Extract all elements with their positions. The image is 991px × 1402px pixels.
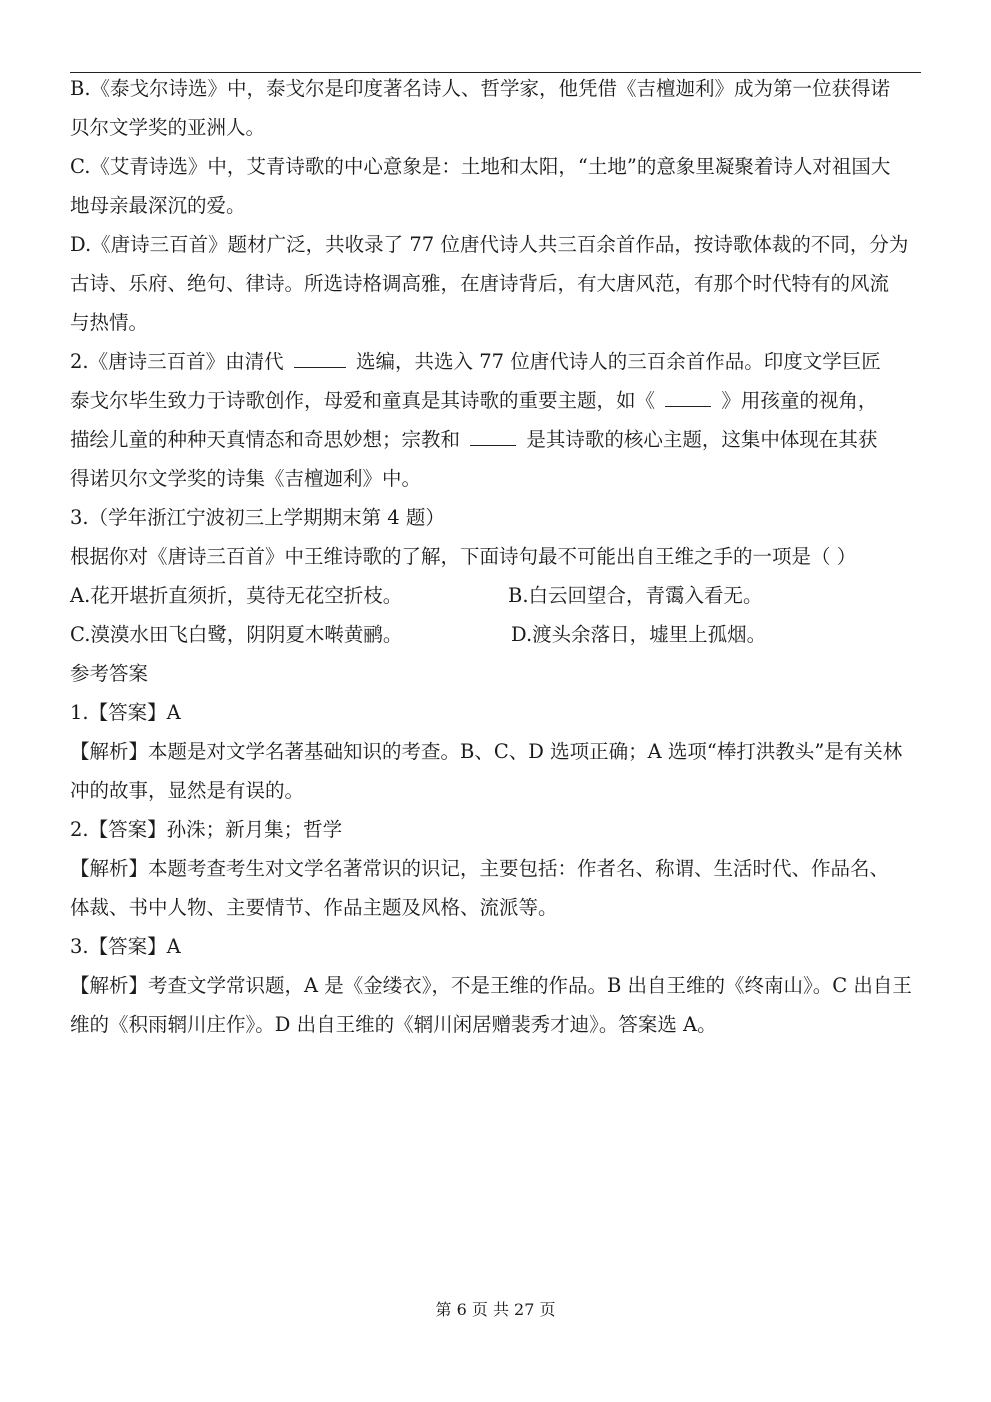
q2-text: 2.《唐诗三百首》由清代 [70,350,284,373]
option-b-line-1: B.《泰戈尔诗选》中，泰戈尔是印度著名诗人、哲学家，他凭借《吉檀迦利》成为第一位获得诺 [70,77,891,100]
explanation-3-line-1: 【解析】考查文学常识题，A 是《金缕衣》，不是王维的作品。B 出自王维的《终南山》。C 出自王 [70,974,912,997]
question-2-line-4: 得诺贝尔文学奖的诗集《吉檀迦利》中。 [70,467,422,490]
question-2-line-1 [70,350,881,374]
question-2-line-3 [70,428,877,452]
answer-2: 2.【答案】孙洙；新月集；哲学 [70,818,343,841]
q2-text: 泰戈尔毕生致力于诗歌创作，母爱和童真是其诗歌的重要主题，如《 [70,389,656,412]
q2-text: 描绘儿童的种种天真情态和奇思妙想；宗教和 [70,428,461,451]
answer-1: 1.【答案】A [70,701,181,724]
option-d-line-2: 古诗、乐府、绝句、律诗。所选诗格调高雅，在唐诗背后，有大唐风范，有那个时代特有的风流 [70,272,890,295]
explanation-2-line-1: 【解析】本题考查考生对文学名著常识的识记，主要包括：作者名、称谓、生活时代、作品名、 [70,857,890,880]
q2-blank-3[interactable] [470,431,516,446]
option-c-line-2: 地母亲最深沉的爱。 [70,194,246,217]
question-3-stem: 根据你对《唐诗三百首》中王维诗歌的了解，下面诗句最不可能出自王维之手的一项是（ ） [70,545,857,568]
option-c-line-1: C.《艾青诗选》中，艾青诗歌的中心意象是：土地和太阳，“土地”的意象里凝聚着诗人对祖国大 [70,155,891,178]
option-d-line-1: D.《唐诗三百首》题材广泛，共收录了 77 位唐代诗人共三百余首作品，按诗歌体裁的不同，分为 [70,233,909,256]
explanation-1-line-1: 【解析】本题是对文学名著基础知识的考查。B、C、D 选项正确；A 选项“棒打洪教头”是有关林 [70,740,903,763]
option-b-line-2: 贝尔文学奖的亚洲人。 [70,116,266,139]
explanation-3-line-2: 维的《积雨辋川庄作》。D 出自王维的《辋川闲居赠裴秀才迪》。答案选 A。 [70,1013,717,1036]
q2-text: 选编，共选入 77 位唐代诗人的三百余首作品。印度文学巨匠 [356,350,881,373]
question-2-line-2 [70,389,877,413]
option-d-line-3: 与热情。 [70,311,149,334]
q2-text: 》用孩童的视角， [721,389,878,412]
explanation-1-line-2: 冲的故事，显然是有误的。 [70,779,305,802]
q3-option-c: C.漠漠水田飞白鹭，阴阴夏木啭黄鹂。 [70,623,403,646]
answers-title: 参考答案 [70,662,149,685]
q2-blank-1[interactable] [294,353,346,368]
page-number: 第 6 页 共 27 页 [435,1300,556,1319]
header-rule [70,72,921,73]
answer-3: 3.【答案】A [70,935,181,958]
question-3-header: 3.（学年浙江宁波初三上学期期末第 4 题） [70,506,445,529]
q2-text: 是其诗歌的核心主题，这集中体现在其获 [526,428,878,451]
q3-option-a: A.花开堪折直须折，莫待无花空折枝。 [70,584,403,607]
explanation-2-line-2: 体裁、书中人物、主要情节、作品主题及风格、流派等。 [70,896,558,919]
q3-option-d: D.渡头余落日，墟里上孤烟。 [511,623,767,646]
q3-option-b: B.白云回望合，青霭入看无。 [508,584,763,607]
q2-blank-2[interactable] [665,392,711,407]
